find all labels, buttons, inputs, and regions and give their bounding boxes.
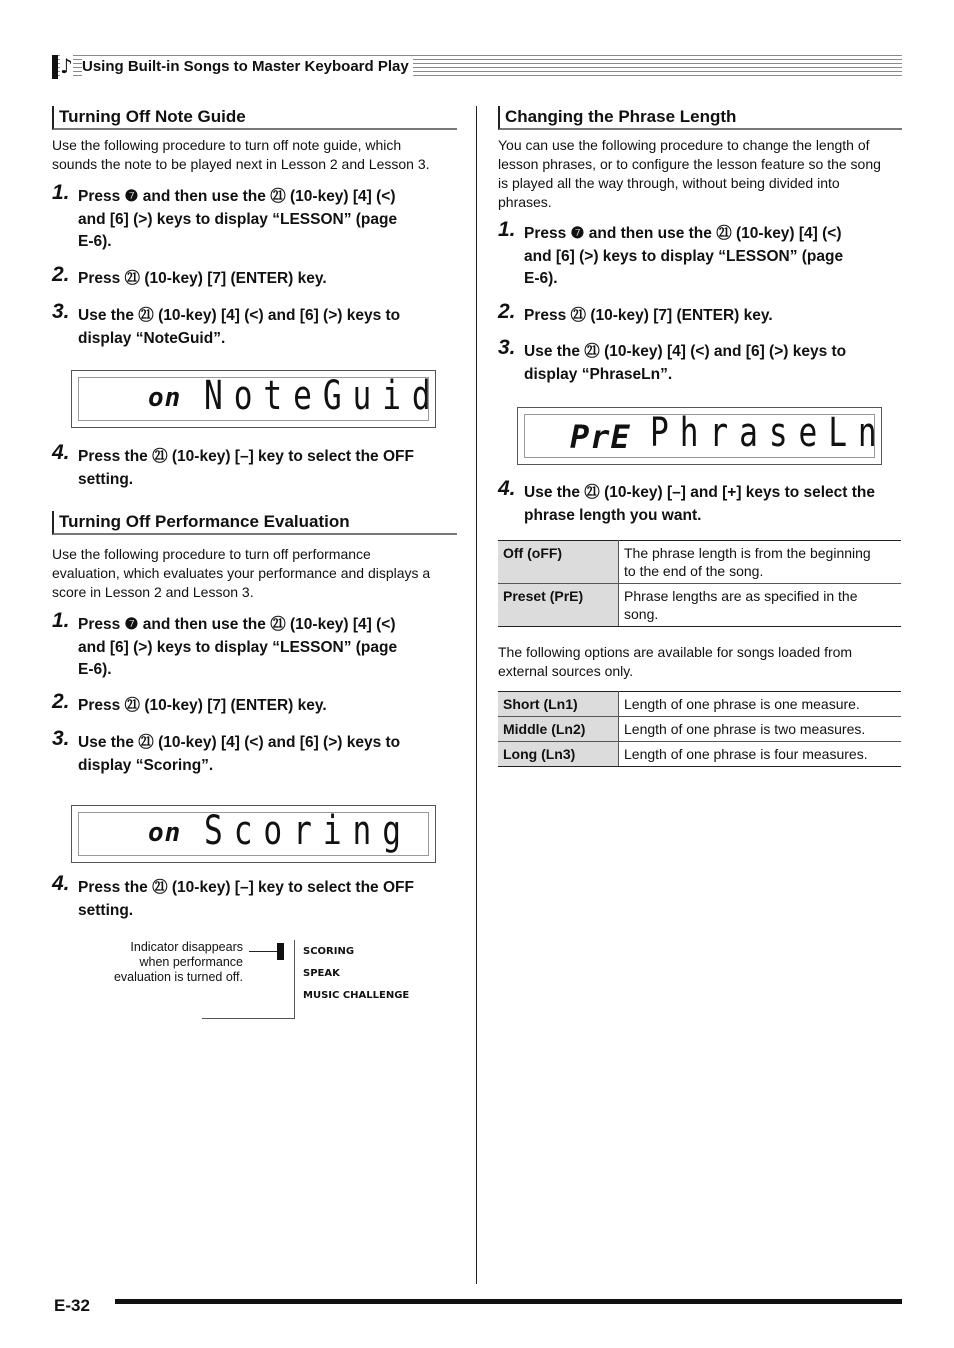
phrase-options-table — [498, 540, 901, 627]
page-number: E-32 — [54, 1296, 90, 1315]
header-block — [52, 55, 58, 79]
lcd-display-phraseln — [517, 407, 888, 465]
footer-rule — [115, 1299, 902, 1304]
phrase-length-intro: You can use the following procedure to change the length of lesson phrases, or to configure the lesson feature so the song is played all the way through, without being divided into phrases. — [498, 137, 881, 210]
lcd-display-noteguid — [71, 370, 442, 428]
column-divider — [476, 106, 477, 1284]
lcd-sub-text: on — [148, 818, 182, 848]
lcd-main-text: PhraseLn — [650, 410, 888, 456]
table-row: Middle (Ln2) Length of one phrase is two measures. — [498, 717, 901, 742]
table-row: Short (Ln1) Length of one phrase is one measure. — [498, 692, 901, 717]
external-options-table — [498, 691, 901, 767]
lcd-main-text: Scoring — [204, 808, 412, 854]
indicator-frame-vertical — [294, 940, 295, 1018]
indicator-label-music-challenge: MUSIC CHALLENGE — [303, 990, 410, 1001]
lcd-display-scoring — [71, 805, 436, 863]
external-sources-note: The following options are available for songs loaded from external sources only. — [498, 644, 853, 679]
section-title-performance-evaluation: Turning Off Performance Evaluation — [52, 511, 457, 535]
music-note-icon: ♪ — [60, 54, 73, 78]
note-guide-intro: Use the following procedure to turn off note guide, which sounds the note to be played next in Lesson 2 and Lesson 3. — [52, 137, 430, 172]
indicator-leader-line — [249, 951, 277, 952]
lcd-main-text: NoteGuid — [204, 373, 442, 419]
indicator-label-scoring: SCORING — [303, 946, 355, 957]
lcd-sub-text: PrE — [570, 418, 631, 456]
indicator-bar — [277, 943, 284, 960]
section-title-note-guide: Turning Off Note Guide — [52, 106, 457, 130]
section-title-phrase-length: Changing the Phrase Length — [498, 106, 902, 130]
lcd-sub-text: on — [148, 383, 182, 413]
performance-evaluation-intro: Use the following procedure to turn off performance evaluation, which evaluates your performance and displays a score in Lesson 2 and Lesson 3. — [52, 546, 431, 600]
table-row: Off (oFF) The phrase length is from the beginning to the end of the song. — [498, 541, 901, 584]
indicator-caption: Indicator disappears when performance evaluation is turned off. — [113, 940, 243, 984]
table-row: Long (Ln3) Length of one phrase is four measures. — [498, 742, 901, 767]
header-title: Using Built-in Songs to Master Keyboard Play — [82, 58, 413, 76]
table-row: Preset (PrE) Phrase lengths are as specified in the song. — [498, 584, 901, 627]
page-header — [52, 55, 902, 79]
indicator-label-speak: SPEAK — [303, 968, 340, 979]
indicator-frame-bottom — [202, 1018, 295, 1019]
